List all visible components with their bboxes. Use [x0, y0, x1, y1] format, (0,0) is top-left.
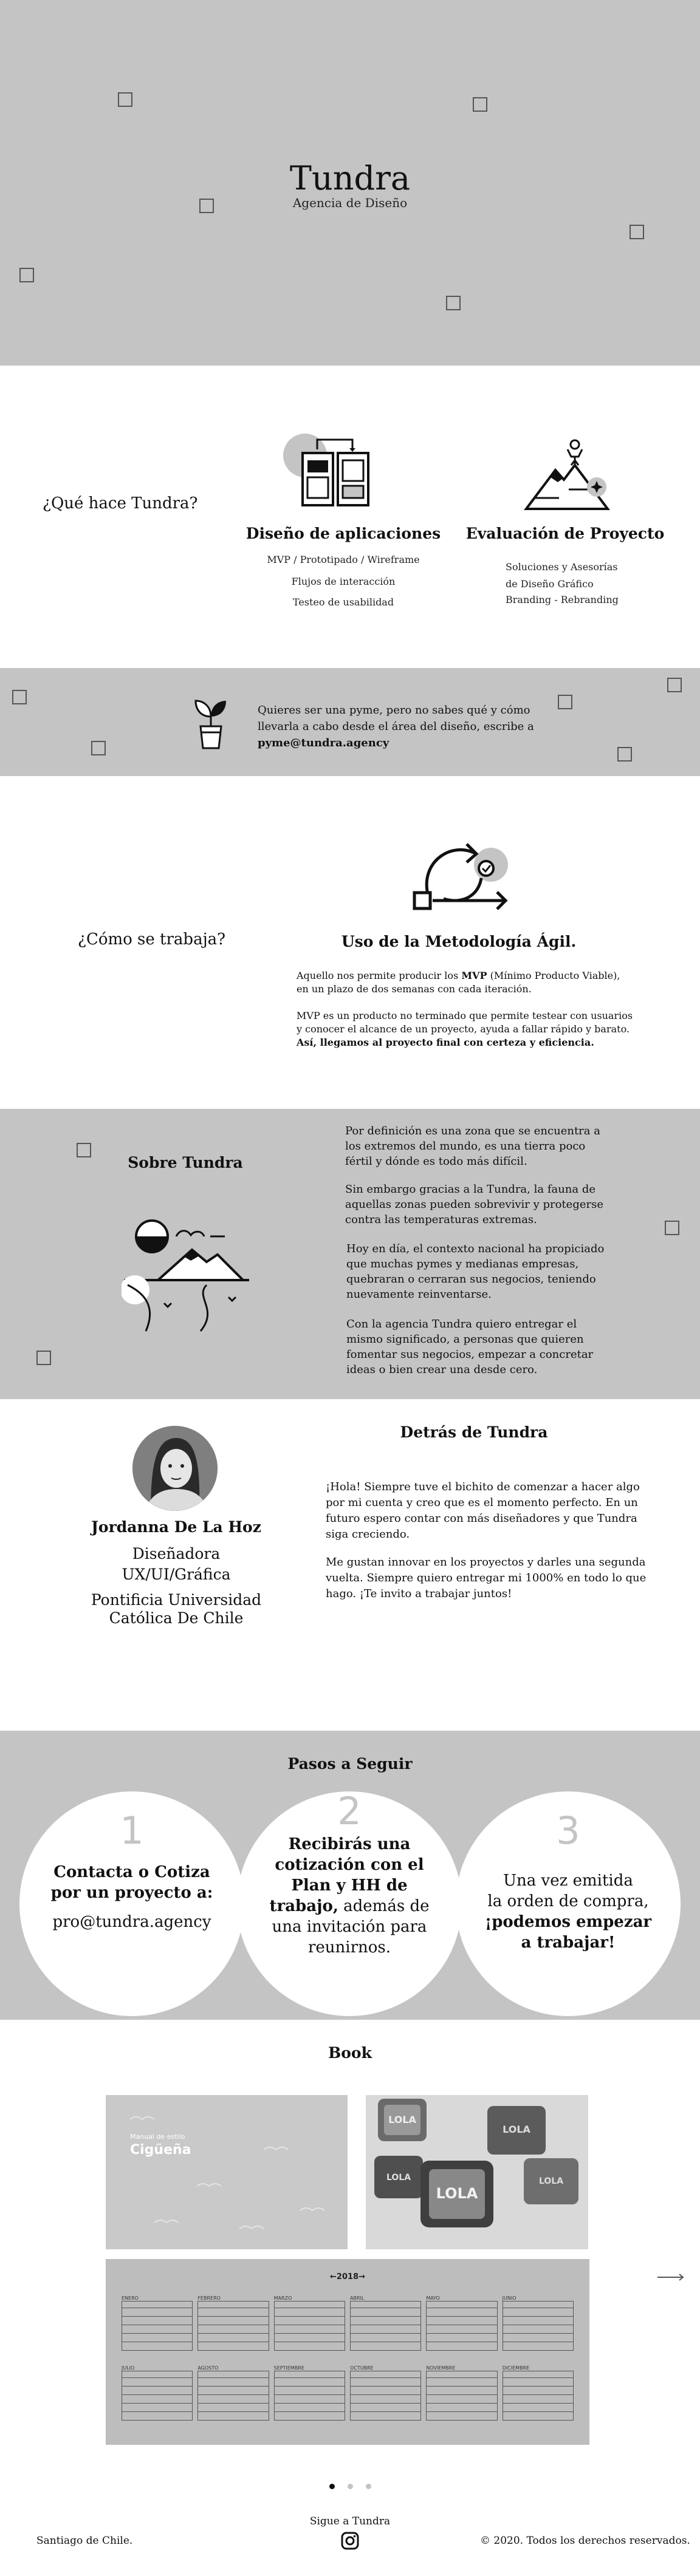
portfolio-image-calendar[interactable] [106, 2259, 589, 2445]
hero-subtitle: Agencia de Diseño [292, 196, 408, 210]
step-text: una invitación para [272, 1918, 427, 1936]
arrow-right-icon[interactable] [656, 2272, 685, 2282]
portfolio-caption: Cigüeña [130, 2142, 191, 2158]
step-number: 2 [337, 1789, 362, 1833]
decor-square [446, 296, 461, 310]
step-text: Una vez emitida [503, 1872, 633, 1890]
team-education: Pontificia Universidad [91, 1591, 262, 1609]
calendar-month [197, 2365, 269, 2421]
team-section [0, 1399, 700, 1731]
about-text: contra las temperaturas extremas. [345, 1213, 537, 1226]
service-app-design-title: Diseño de aplicaciones [245, 525, 441, 542]
about-text: los extremos del mundo, es una tierra poco [345, 1140, 586, 1153]
lola-label: LOLA [436, 2185, 478, 2202]
calendar-month [350, 2365, 421, 2421]
service-evaluation-line: Soluciones y Asesorías [506, 561, 618, 573]
book-title: Book [328, 2044, 372, 2062]
steps-section [0, 1731, 700, 2020]
month-label: SEPTIEMBRE [273, 2365, 304, 2371]
app-design-icon [281, 431, 389, 510]
hero-title: Tundra [289, 159, 411, 197]
month-label: OCTUBRE [350, 2365, 374, 2371]
calendar-month [503, 2365, 574, 2421]
pyme-band-section [0, 668, 700, 776]
about-section [0, 1109, 700, 1399]
hero-section [0, 0, 700, 366]
calendar-year: ←2018→ [330, 2272, 365, 2281]
service-evaluation-line: Branding - Rebranding [506, 594, 619, 605]
step-text-bold: a trabajar! [521, 1934, 616, 1952]
month-label: JUNIO [502, 2295, 516, 2301]
calendar-year-label: 2018 [336, 2272, 359, 2281]
about-text: Con la agencia Tundra quiero entregar el [346, 1318, 577, 1331]
book-section [0, 2020, 700, 2499]
instagram-icon[interactable] [340, 2531, 360, 2550]
about-paragraph [345, 1123, 661, 1169]
about-text: Por definición es una zona que se encuentra a [345, 1125, 600, 1137]
decor-square [19, 268, 34, 282]
lola-label: LOLA [538, 2176, 564, 2186]
step-text-bold: por un proyecto a: [50, 1884, 213, 1902]
avatar [132, 1426, 218, 1511]
step-text-bold: trabajo, [269, 1897, 338, 1915]
month-label: AGOSTO [197, 2365, 219, 2371]
about-text: nuevamente reinventarse. [346, 1288, 492, 1301]
calendar-month [274, 2295, 345, 2351]
team-text: hago. ¡Te invito a trabajar juntos! [326, 1587, 512, 1600]
calendar-month [274, 2365, 345, 2421]
about-text: mismo significado, a personas que quieren [346, 1333, 584, 1346]
step-body [259, 1834, 440, 1958]
team-title: Detrás de Tundra [400, 1423, 548, 1441]
step-3 [456, 1791, 681, 2016]
team-text: vuelta. Siempre quiero entregar mi 1000% en todo lo que [326, 1572, 647, 1584]
lola-label: LOLA [386, 2173, 411, 2182]
team-text: Me gustan innovar en los proyectos y darles una segunda [326, 1556, 646, 1569]
how-title: Uso de la Metodología Ágil. [341, 933, 577, 950]
team-text: futuro espero contar con más diseñadores y que Tundra [326, 1512, 637, 1525]
month-label: FEBRERO [197, 2295, 221, 2301]
portfolio-image-ciguena[interactable] [106, 2095, 348, 2249]
decor-square [36, 1351, 51, 1365]
step-text-bold: Contacta o Cotiza [53, 1863, 210, 1881]
step-text-bold: cotización con el [275, 1856, 424, 1874]
how-text-bold: Así, llegamos al proyecto final con certeza y eficiencia. [297, 1037, 594, 1048]
carousel-dot-active[interactable] [329, 2484, 335, 2489]
service-app-design-line: Flujos de interacción [291, 576, 396, 587]
team-role: UX/UI/Gráfica [122, 1566, 231, 1583]
step-text: reunirnos. [307, 1938, 391, 1957]
month-label: JULIO [122, 2365, 135, 2371]
step-number: 3 [556, 1808, 580, 1853]
about-text: ideas o bien crear una desde cero. [346, 1363, 538, 1376]
service-evaluation-line: de Diseño Gráfico [506, 578, 594, 590]
step-2 [237, 1791, 462, 2016]
carousel-dot[interactable] [348, 2484, 353, 2489]
team-name: Jordanna De La Hoz [91, 1518, 261, 1536]
pyme-text-line: llevarla a cabo desde el área del diseño, escribe a [258, 720, 534, 733]
about-text: quebraran o cerraran sus negocios, teniendo [346, 1273, 596, 1286]
step-text: además de [338, 1897, 430, 1915]
how-text: y conocer el alcance de un proyecto, ayuda a fallar rápido y barato. [297, 1023, 630, 1035]
month-label: ABRIL [350, 2295, 365, 2301]
step-body [478, 1870, 659, 1953]
calendar-month [426, 2365, 497, 2421]
step-1 [19, 1791, 244, 2016]
step-text-bold: Plan y HH de [291, 1876, 408, 1895]
how-question: ¿Cómo se trabaja? [78, 930, 226, 949]
how-text-bold: MVP [461, 970, 487, 981]
pyme-text [258, 702, 549, 751]
decor-square [630, 225, 644, 239]
about-paragraph [346, 1241, 662, 1302]
footer-follow: Sigue a Tundra [309, 2515, 391, 2527]
decor-square [77, 1143, 91, 1157]
portfolio-caption-small: Manual de estilo [130, 2133, 185, 2141]
step-text [259, 1896, 440, 1917]
cycle-icon [408, 832, 512, 923]
about-text: fértil y dónde es todo más difícil. [345, 1155, 527, 1168]
month-label: MARZO [273, 2295, 292, 2301]
team-education: Católica De Chile [109, 1609, 244, 1627]
decor-square [473, 97, 487, 112]
service-evaluation-title: Evaluación de Proyecto [465, 525, 665, 542]
calendar-month [426, 2295, 497, 2351]
team-paragraph-2 [326, 1555, 678, 1602]
decor-square [118, 92, 132, 107]
step-text-bold: Recibirás una [288, 1835, 411, 1853]
lola-label: LOLA [503, 2124, 530, 2135]
footer-location: Santiago de Chile. [36, 2535, 133, 2547]
team-text: ¡Hola! Siempre tuve el bichito de comenzar a hacer algo [326, 1481, 640, 1493]
what-question: ¿Qué hace Tundra? [43, 494, 198, 513]
how-text: Aquello nos permite producir los [297, 970, 462, 981]
carousel-dot[interactable] [366, 2484, 371, 2489]
mountain-icon [523, 436, 614, 515]
how-text: en un plazo de dos semanas con cada iteración. [297, 983, 532, 995]
step-email-link[interactable]: pro@tundra.agency [52, 1913, 211, 1931]
about-text: Hoy en día, el contexto nacional ha propiciado [346, 1242, 605, 1255]
about-text: Sin embargo gracias a la Tundra, la fauna de [345, 1183, 596, 1196]
step-number: 1 [120, 1808, 144, 1853]
decor-square [91, 741, 106, 755]
decor-square [665, 1221, 679, 1235]
calendar-month [122, 2365, 193, 2421]
step-body [41, 1862, 222, 1932]
calendar-month [122, 2295, 193, 2351]
about-text: aquellas zonas pueden sobrevivir y protegerse [345, 1198, 604, 1211]
about-paragraph [346, 1317, 662, 1377]
month-label: NOVIEMBRE [426, 2365, 456, 2371]
how-text: MVP es un producto no terminado que permite testear con usuarios [297, 1010, 633, 1021]
team-role: Diseñadora [132, 1545, 221, 1562]
team-paragraph-1 [326, 1479, 678, 1542]
step-text: la orden de compra, [487, 1892, 649, 1910]
lola-label: LOLA [388, 2114, 416, 2125]
about-paragraph [345, 1182, 661, 1227]
plant-icon [192, 696, 230, 751]
how-paragraph-1 [297, 969, 661, 996]
landscape-icon [122, 1212, 255, 1334]
month-label: DICIEMBRE [502, 2365, 530, 2371]
about-text: fomentar sus negocios, empezar a concretar [346, 1348, 594, 1361]
pyme-text-line: Quieres ser una pyme, pero no sabes qué y cómo [258, 704, 530, 717]
what-section [0, 366, 700, 668]
footer [0, 2499, 700, 2575]
steps-title: Pasos a Seguir [287, 1755, 413, 1773]
service-app-design-line: Testeo de usabilidad [292, 596, 394, 608]
month-label: ENERO [122, 2295, 139, 2301]
calendar-months [122, 2295, 574, 2421]
decor-square [617, 747, 632, 762]
pyme-email-link[interactable]: pyme@tundra.agency [258, 737, 389, 749]
calendar-month [197, 2295, 269, 2351]
how-paragraph-2 [297, 1009, 685, 1049]
team-text: siga creciendo. [326, 1528, 410, 1541]
about-title: Sobre Tundra [128, 1154, 243, 1171]
about-text: que muchas pymes y medianas empresas, [346, 1258, 579, 1270]
service-app-design-line: MVP / Prototipado / Wireframe [267, 554, 420, 565]
step-text-bold: ¡podemos empezar [484, 1913, 652, 1931]
decor-square [12, 690, 27, 704]
portfolio-image-lola[interactable] [366, 2095, 588, 2249]
month-label: MAYO [426, 2295, 440, 2301]
decor-square [558, 695, 572, 709]
footer-copyright: © 2020. Todos los derechos reservados. [480, 2535, 690, 2547]
how-text: (Mínimo Producto Viable), [487, 970, 620, 981]
calendar-month [350, 2295, 421, 2351]
decor-square [667, 678, 682, 692]
how-section [0, 776, 700, 1109]
team-text: por mi cuenta y creo que es el momento perfecto. En un [326, 1496, 638, 1509]
calendar-month [503, 2295, 574, 2351]
